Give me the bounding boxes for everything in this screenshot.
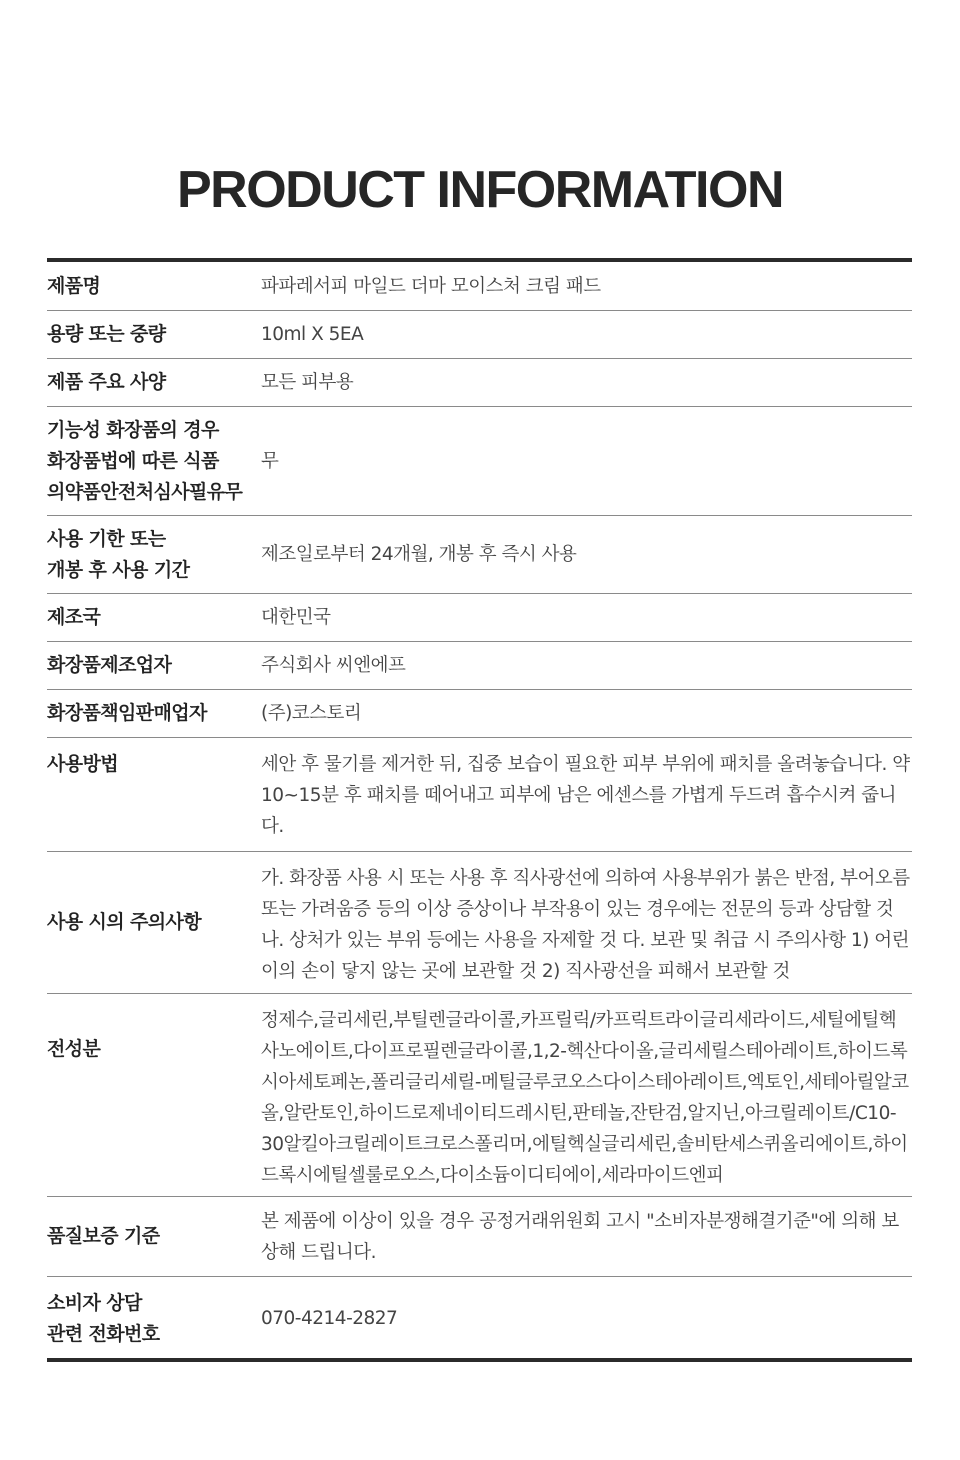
table-row [47, 1277, 912, 1360]
row-value [261, 738, 912, 851]
table-row [47, 1197, 912, 1276]
row-value-text: 본 제품에 이상이 있을 경우 공정거래위원회 고시 "소비자분쟁해결기준"에 의해 보상해 드립니다. [261, 1210, 899, 1263]
row-value: 제조일로부터 24개월, 개봉 후 즉시 사용 [261, 544, 577, 565]
table-row [47, 311, 912, 358]
table-row [47, 359, 912, 406]
row-value: 주식회사 씨엔에프 [261, 655, 406, 676]
table-bottom-border [47, 1358, 912, 1362]
row-label: 제품 주요 사양 [47, 371, 166, 393]
row-label: 화장품책임판매업자 [47, 702, 207, 724]
row-value-text: 가. 화장품 사용 시 또는 사용 후 직사광선에 의하여 사용부위가 붉은 반점, 부어오름 또는 가려움증 등의 이상 증상이나 부작용이 있는 경우에는 전문의 등과 상담할 것 나. 상처가 있는 부위 등에는 사용을 자제할 것 다. 보관 및 취급 시 주의사항 1) 어린이의 손이 닿지 않는 곳에 보관할 것 2) 직사광선을 피해서 보관할 것 [261, 868, 910, 982]
table-row [47, 690, 912, 737]
row-label: 제품명 [47, 274, 101, 297]
row-label: 소비자 상담 관련 전화번호 [47, 1291, 160, 1345]
product-info-table [47, 262, 912, 1358]
row-label: 전성분 [47, 1038, 101, 1060]
row-value: (주)코스토리 [261, 703, 362, 724]
page-title: PRODUCT INFORMATION [176, 161, 784, 219]
row-label: 기능성 화장품의 경우 화장품법에 따른 식품 의약품안전처심사필유무 [47, 418, 243, 503]
row-value: 070-4214-2827 [261, 1308, 398, 1329]
table-row [47, 407, 912, 515]
table-row [47, 642, 912, 689]
table-row [47, 594, 912, 641]
row-label: 품질보증 기준 [47, 1225, 160, 1247]
table-row [47, 516, 912, 593]
row-label: 사용방법 [47, 753, 119, 775]
row-value: 파파레서피 마일드 더마 모이스처 크림 패드 [261, 275, 601, 297]
row-label: 화장품제조업자 [47, 654, 172, 676]
row-label: 사용 기한 또는 개봉 후 사용 기간 [47, 527, 190, 581]
table-row [47, 852, 912, 993]
row-label: 용량 또는 중량 [47, 323, 166, 345]
row-value: 무 [261, 450, 279, 472]
row-value-text: 정제수,글리세린,부틸렌글라이콜,카프릴릭/카프릭트라이글리세라이드,세틸에틸헥사노에이트,다이프로필렌글라이콜,1,2-헥산다이올,글리세릴스테아레이트,하이드록시아세토페논,폴리글리세릴-메틸글루코오스다이스테아레이트,엑토인,세테아릴알코올,알란토인,하이드로제네이티드레시틴,판테놀,잔탄검,알지닌,아크릴레이트/C10-30알킬아크릴레이트크로스폴리머,에틸헥실글리세린,솔비탄세스퀴올리에이트,하이드록시에틸셀룰로오스,다이소듐이디티에이,세라마이드엔피 [261, 1010, 909, 1186]
row-label: 제조국 [47, 606, 101, 628]
table-row [47, 262, 912, 310]
row-label: 사용 시의 주의사항 [47, 911, 202, 933]
row-value: 10ml X 5EA [261, 324, 364, 345]
row-value: 모든 피부용 [261, 372, 354, 393]
row-value [261, 994, 912, 1196]
row-value [261, 852, 912, 993]
table-row [47, 994, 912, 1196]
row-value: 대한민국 [261, 607, 331, 628]
row-value [261, 1197, 912, 1276]
table-row [47, 738, 912, 851]
row-value-text: 세안 후 물기를 제거한 뒤, 집중 보습이 필요한 피부 부위에 패치를 올려놓습니다. 약10~15분 후 패치를 떼어내고 피부에 남은 에센스를 가볍게 두드려 흡수시켜 줍니다. [261, 754, 910, 837]
